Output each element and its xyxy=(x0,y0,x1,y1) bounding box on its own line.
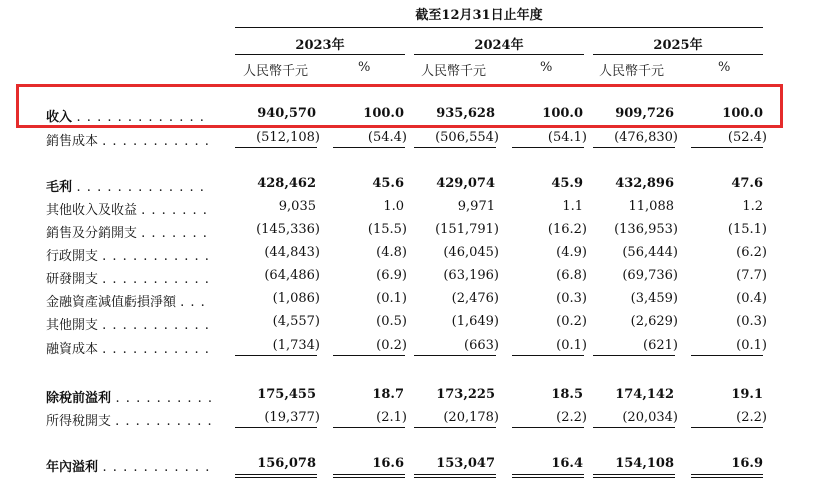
cell-2023-amount: (512,108) xyxy=(256,130,320,145)
cell-2024-amount: 153,047 xyxy=(436,456,495,471)
cell-2024-amount: (46,045) xyxy=(443,245,499,260)
subtotal-rule xyxy=(593,427,675,428)
subtotal-rule xyxy=(333,427,405,428)
cell-2024-amount: (151,791) xyxy=(435,222,499,237)
year-2024-header: 2024年 xyxy=(474,38,524,53)
cell-2024-amount: (2,476) xyxy=(451,291,499,306)
row-label: 金融資產減值虧損淨額 . . . xyxy=(46,295,206,310)
cell-2025-amount: (136,953) xyxy=(614,222,678,237)
row-label: 融資成本 . . . . . . . . . . . xyxy=(46,342,210,357)
cell-2024-pct: (16.2) xyxy=(547,222,587,237)
subtotal-rule xyxy=(512,147,584,148)
cell-2023-amount: (4,557) xyxy=(272,314,320,329)
row-label: 其他收入及收益 . . . . . . . xyxy=(46,203,208,218)
cell-2024-amount: (63,196) xyxy=(443,268,499,283)
cell-2023-amount: (19,377) xyxy=(264,410,320,425)
cell-2025-amount: 174,142 xyxy=(615,387,674,402)
pct-label-2024: % xyxy=(540,60,553,75)
cell-2023-pct: (0.2) xyxy=(376,338,407,353)
subtotal-rule xyxy=(414,427,496,428)
year-2025-rule xyxy=(593,54,763,55)
cell-2025-amount: 154,108 xyxy=(615,456,674,471)
row-label: 所得稅開支 . . . . . . . . . . xyxy=(46,414,213,429)
cell-2025-pct: 19.1 xyxy=(731,387,763,402)
cell-2023-pct: (15.5) xyxy=(367,222,407,237)
subtotal-rule xyxy=(414,147,496,148)
cell-2024-pct: (0.3) xyxy=(556,291,587,306)
cell-2025-amount: (69,736) xyxy=(622,268,678,283)
row-label: 研發開支 . . . . . . . . . . . xyxy=(46,272,210,287)
year-2023-header: 2023年 xyxy=(295,38,345,53)
subtotal-rule xyxy=(593,147,675,148)
cell-2023-pct: (0.5) xyxy=(376,314,407,329)
cell-2025-pct: 16.9 xyxy=(731,456,763,471)
cell-2025-amount: (20,034) xyxy=(622,410,678,425)
subtotal-rule xyxy=(691,355,763,356)
cell-2023-amount: (1,086) xyxy=(272,291,320,306)
row-label: 收入 . . . . . . . . . . . . . xyxy=(46,110,205,125)
row-label: 行政開支 . . . . . . . . . . . xyxy=(46,249,210,264)
year-2023-rule xyxy=(235,54,405,55)
cell-2023-amount: 9,035 xyxy=(278,199,316,214)
cell-2024-pct: 45.9 xyxy=(551,176,583,191)
total-double-rule xyxy=(235,474,317,478)
cell-2024-pct: 16.4 xyxy=(551,456,583,471)
cell-2025-amount: (56,444) xyxy=(622,245,678,260)
cell-2024-amount: (663) xyxy=(464,338,499,353)
cell-2024-pct: 18.5 xyxy=(551,387,583,402)
cell-2023-pct: (4.8) xyxy=(376,245,407,260)
total-double-rule xyxy=(333,474,405,478)
cell-2025-amount: 432,896 xyxy=(615,176,674,191)
subtotal-rule xyxy=(414,355,496,356)
cell-2025-amount: (2,629) xyxy=(630,314,678,329)
pct-label-2023: % xyxy=(358,60,371,75)
cell-2025-amount: (621) xyxy=(643,338,678,353)
cell-2024-pct: (6.8) xyxy=(556,268,587,283)
unit-label-2025: 人民幣千元 xyxy=(599,64,665,79)
year-2024-rule xyxy=(414,54,584,55)
cell-2025-pct: (0.1) xyxy=(736,338,767,353)
cell-2025-pct: (52.4) xyxy=(727,130,767,145)
row-label: 除稅前溢利 . . . . . . . . . . xyxy=(46,391,214,406)
cell-2023-amount: 428,462 xyxy=(257,176,316,191)
subtotal-rule xyxy=(235,427,317,428)
row-label: 年內溢利 . . . . . . . . . . . xyxy=(46,460,211,475)
year-2025-header: 2025年 xyxy=(653,38,703,53)
cell-2024-amount: 173,225 xyxy=(436,387,495,402)
cell-2023-amount: (145,336) xyxy=(256,222,320,237)
cell-2025-pct: 47.6 xyxy=(731,176,763,191)
cell-2025-pct: (0.3) xyxy=(736,314,767,329)
cell-2024-amount: (1,649) xyxy=(451,314,499,329)
row-label: 銷售及分銷開支 . . . . . . . xyxy=(46,226,208,241)
cell-2023-amount: 175,455 xyxy=(257,387,316,402)
subtotal-rule xyxy=(691,427,763,428)
cell-2025-pct: 100.0 xyxy=(722,106,763,121)
cell-2024-amount: 9,971 xyxy=(457,199,495,214)
cell-2025-amount: 909,726 xyxy=(615,106,674,121)
cell-2023-pct: (2.1) xyxy=(376,410,407,425)
row-label: 毛利 . . . . . . . . . . . . . xyxy=(46,180,205,195)
row-label: 銷售成本 . . . . . . . . . . . xyxy=(46,134,210,149)
cell-2024-pct: (0.2) xyxy=(556,314,587,329)
unit-label-2024: 人民幣千元 xyxy=(421,64,487,79)
cell-2023-amount: (44,843) xyxy=(264,245,320,260)
subtotal-rule xyxy=(512,355,584,356)
cell-2025-pct: (15.1) xyxy=(727,222,767,237)
cell-2024-pct: 100.0 xyxy=(542,106,583,121)
cell-2023-pct: 45.6 xyxy=(372,176,404,191)
cell-2023-pct: (54.4) xyxy=(367,130,407,145)
cell-2023-amount: 156,078 xyxy=(257,456,316,471)
cell-2023-amount: 940,570 xyxy=(257,106,316,121)
total-double-rule xyxy=(414,474,496,478)
cell-2025-pct: (7.7) xyxy=(736,268,767,283)
total-double-rule xyxy=(691,474,763,478)
cell-2024-pct: 1.1 xyxy=(562,199,583,214)
cell-2024-amount: 935,628 xyxy=(436,106,495,121)
cell-2023-pct: 100.0 xyxy=(363,106,404,121)
total-double-rule xyxy=(512,474,584,478)
cell-2025-amount: 11,088 xyxy=(628,199,674,214)
cell-2025-pct: (6.2) xyxy=(736,245,767,260)
subtotal-rule xyxy=(691,147,763,148)
cell-2024-pct: (54.1) xyxy=(547,130,587,145)
cell-2023-pct: 18.7 xyxy=(372,387,404,402)
cell-2023-pct: (6.9) xyxy=(376,268,407,283)
subtotal-rule xyxy=(333,355,405,356)
cell-2024-pct: (4.9) xyxy=(556,245,587,260)
cell-2024-amount: (20,178) xyxy=(443,410,499,425)
cell-2024-amount: (506,554) xyxy=(435,130,499,145)
total-double-rule xyxy=(593,474,675,478)
cell-2024-pct: (2.2) xyxy=(556,410,587,425)
period-rule xyxy=(235,27,763,28)
pct-label-2025: % xyxy=(718,60,731,75)
subtotal-rule xyxy=(235,355,317,356)
cell-2023-pct: 16.6 xyxy=(372,456,404,471)
cell-2023-pct: 1.0 xyxy=(383,199,404,214)
subtotal-rule xyxy=(593,355,675,356)
subtotal-rule xyxy=(333,147,405,148)
row-label: 其他開支 . . . . . . . . . . . xyxy=(46,318,210,333)
cell-2025-pct: (2.2) xyxy=(736,410,767,425)
cell-2023-pct: (0.1) xyxy=(376,291,407,306)
cell-2025-amount: (476,830) xyxy=(614,130,678,145)
cell-2024-pct: (0.1) xyxy=(556,338,587,353)
cell-2023-amount: (64,486) xyxy=(264,268,320,283)
cell-2025-pct: (0.4) xyxy=(736,291,767,306)
unit-label-2023: 人民幣千元 xyxy=(243,64,309,79)
subtotal-rule xyxy=(512,427,584,428)
subtotal-rule xyxy=(235,147,317,148)
cell-2023-amount: (1,734) xyxy=(272,338,320,353)
period-header: 截至12月31日止年度 xyxy=(415,8,543,23)
cell-2024-amount: 429,074 xyxy=(436,176,495,191)
cell-2025-amount: (3,459) xyxy=(630,291,678,306)
cell-2025-pct: 1.2 xyxy=(742,199,763,214)
